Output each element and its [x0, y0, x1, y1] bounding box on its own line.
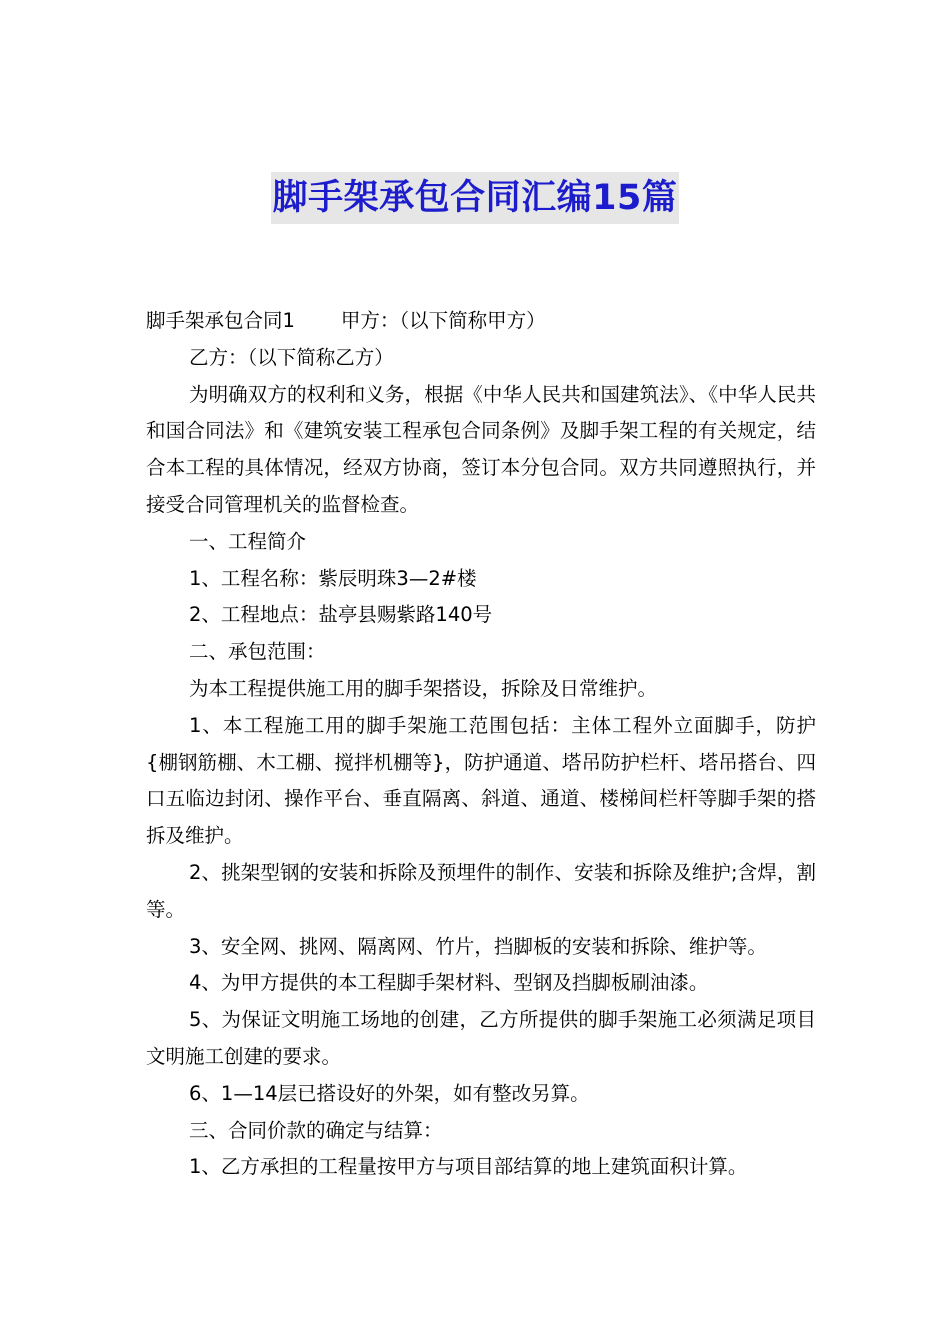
scope-item-1: 1、本工程施工用的脚手架施工范围包括：主体工程外立面脚手，防护{棚钢筋棚、木工棚、搅拌机棚等}，防护通道、塔吊防护栏杆、塔吊搭台、四口五临边封闭、操作平台、垂直隔离、斜道、通道、楼梯间栏杆等脚手架的搭拆及维护。 [146, 713, 816, 848]
document-title-text: 脚手架承包合同汇编15篇 [271, 172, 680, 224]
document-body [146, 303, 816, 1186]
section-heading-scope: 二、承包范围： [189, 640, 326, 664]
contract-intro-line [146, 303, 816, 340]
document-title [0, 172, 950, 224]
project-location-line: 2、工程地点：盐亭县赐紫路140号 [189, 603, 493, 627]
project-name-line: 1、工程名称：紫辰明珠3—2#楼 [189, 566, 477, 590]
section-heading-price: 三、合同价款的确定与结算： [189, 1118, 443, 1142]
scope-summary-paragraph: 为本工程提供施工用的脚手架搭设，拆除及日常维护。 [189, 676, 658, 700]
preamble-paragraph: 为明确双方的权利和义务，根据《中华人民共和国建筑法》、《中华人民共和国合同法》和《建筑安装工程承包合同条例》及脚手架工程的有关规定，结合本工程的具体情况，经双方协商，签订本分包合同。双方共同遵照执行，并接受合同管理机关的监督检查。 [146, 382, 816, 516]
party-b-line: 乙方：（以下简称乙方） [189, 345, 394, 369]
contract-heading: 脚手架承包合同1 [146, 309, 295, 332]
section-heading-overview: 一、工程简介 [189, 529, 307, 553]
price-item-1: 1、乙方承担的工程量按甲方与项目部结算的地上建筑面积计算。 [189, 1155, 748, 1179]
scope-item-2: 2、挑架型钢的安装和拆除及预埋件的制作、安装和拆除及维护;含焊，割等。 [146, 860, 816, 921]
scope-item-6: 6、1—14层已搭设好的外架，如有整改另算。 [189, 1081, 590, 1105]
scope-item-5: 5、为保证文明施工场地的创建，乙方所提供的脚手架施工必须满足项目文明施工创建的要求。 [146, 1008, 816, 1068]
scope-item-4: 4、为甲方提供的本工程脚手架材料、型钢及挡脚板刷油漆。 [189, 971, 709, 995]
party-a-line: 甲方：（以下简称甲方） [340, 309, 546, 332]
scope-item-3: 3、安全网、挑网、隔离网、竹片，挡脚板的安装和拆除、维护等。 [189, 934, 767, 958]
